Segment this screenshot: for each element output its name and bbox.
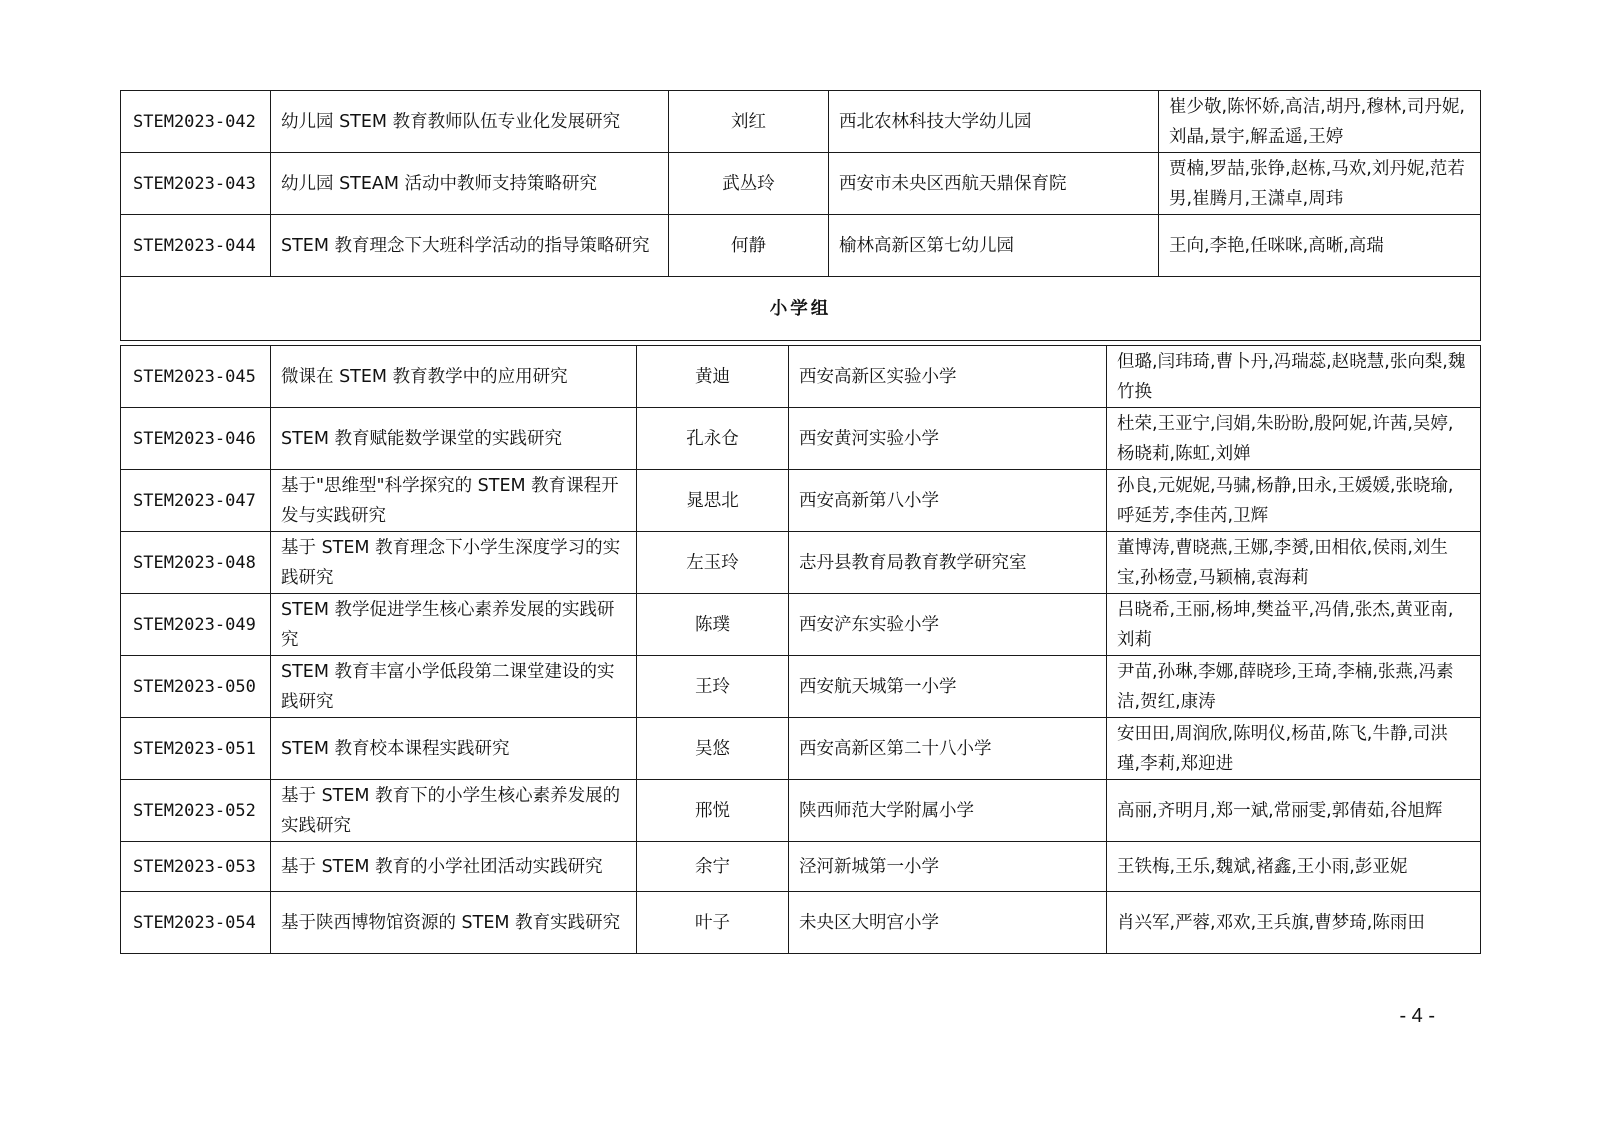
project-title: 基于 STEM 教育理念下小学生深度学习的实践研究 xyxy=(271,532,637,594)
project-code: STEM2023-053 xyxy=(121,842,271,892)
project-title: STEM 教育赋能数学课堂的实践研究 xyxy=(271,408,637,470)
project-code: STEM2023-049 xyxy=(121,594,271,656)
project-members: 崔少敬,陈怀娇,高洁,胡丹,穆林,司丹妮,刘晶,景宇,解孟遥,王婷 xyxy=(1159,91,1481,153)
project-members: 高丽,齐明月,郑一斌,常丽雯,郭倩茹,谷旭辉 xyxy=(1107,780,1481,842)
project-members: 尹苗,孙琳,李娜,薛晓珍,王琦,李楠,张燕,冯素洁,贺红,康涛 xyxy=(1107,656,1481,718)
project-code: STEM2023-048 xyxy=(121,532,271,594)
project-organization: 西北农林科技大学幼儿园 xyxy=(829,91,1159,153)
project-leader: 晁思北 xyxy=(637,470,789,532)
project-title: 基于陕西博物馆资源的 STEM 教育实践研究 xyxy=(271,892,637,954)
project-organization: 西安黄河实验小学 xyxy=(789,408,1107,470)
project-members: 董博涛,曹晓燕,王娜,李赟,田相依,侯雨,刘生宝,孙杨壹,马颖楠,袁海莉 xyxy=(1107,532,1481,594)
table-row xyxy=(121,91,1481,153)
project-organization: 西安高新区实验小学 xyxy=(789,346,1107,408)
project-members: 安田田,周润欣,陈明仪,杨苗,陈飞,牛静,司洪瑾,李莉,郑迎进 xyxy=(1107,718,1481,780)
project-leader: 王玲 xyxy=(637,656,789,718)
project-members: 王铁梅,王乐,魏斌,褚鑫,王小雨,彭亚妮 xyxy=(1107,842,1481,892)
project-title: 幼儿园 STEAM 活动中教师支持策略研究 xyxy=(271,153,669,215)
group-title: 小学组 xyxy=(121,277,1481,341)
project-code: STEM2023-043 xyxy=(121,153,271,215)
table-row xyxy=(121,470,1481,532)
table-row xyxy=(121,718,1481,780)
project-leader: 吴悠 xyxy=(637,718,789,780)
project-title: STEM 教育理念下大班科学活动的指导策略研究 xyxy=(271,215,669,277)
project-title: 基于 STEM 教育的小学社团活动实践研究 xyxy=(271,842,637,892)
project-leader: 陈璞 xyxy=(637,594,789,656)
project-members: 吕晓希,王丽,杨坤,樊益平,冯倩,张杰,黄亚南,刘莉 xyxy=(1107,594,1481,656)
project-title: 基于"思维型"科学探究的 STEM 教育课程开发与实践研究 xyxy=(271,470,637,532)
project-code: STEM2023-052 xyxy=(121,780,271,842)
project-leader: 黄迪 xyxy=(637,346,789,408)
table-row xyxy=(121,842,1481,892)
project-title: 幼儿园 STEM 教育教师队伍专业化发展研究 xyxy=(271,91,669,153)
project-title: STEM 教育校本课程实践研究 xyxy=(271,718,637,780)
project-leader: 刘红 xyxy=(669,91,829,153)
project-leader: 叶子 xyxy=(637,892,789,954)
project-leader: 何静 xyxy=(669,215,829,277)
project-members: 杜荣,王亚宁,闫娟,朱盼盼,殷阿妮,许茜,吴婷,杨晓莉,陈虹,刘婵 xyxy=(1107,408,1481,470)
project-code: STEM2023-050 xyxy=(121,656,271,718)
project-code: STEM2023-042 xyxy=(121,91,271,153)
project-title: 微课在 STEM 教育教学中的应用研究 xyxy=(271,346,637,408)
table-row xyxy=(121,594,1481,656)
project-code: STEM2023-047 xyxy=(121,470,271,532)
project-leader: 左玉玲 xyxy=(637,532,789,594)
project-title: 基于 STEM 教育下的小学生核心素养发展的实践研究 xyxy=(271,780,637,842)
project-code: STEM2023-054 xyxy=(121,892,271,954)
project-organization: 泾河新城第一小学 xyxy=(789,842,1107,892)
table-row xyxy=(121,656,1481,718)
project-members: 贾楠,罗喆,张铮,赵栋,马欢,刘丹妮,范若男,崔腾月,王潇卓,周玮 xyxy=(1159,153,1481,215)
project-leader: 余宁 xyxy=(637,842,789,892)
project-organization: 西安高新第八小学 xyxy=(789,470,1107,532)
project-organization: 西安浐东实验小学 xyxy=(789,594,1107,656)
project-title: STEM 教育丰富小学低段第二课堂建设的实践研究 xyxy=(271,656,637,718)
table-row xyxy=(121,215,1481,277)
project-organization: 榆林高新区第七幼儿园 xyxy=(829,215,1159,277)
project-leader: 孔永仓 xyxy=(637,408,789,470)
project-members: 孙良,元妮妮,马骕,杨静,田永,王媛媛,张晓瑜,呼延芳,李佳芮,卫辉 xyxy=(1107,470,1481,532)
table-row xyxy=(121,892,1481,954)
project-code: STEM2023-044 xyxy=(121,215,271,277)
table-row xyxy=(121,346,1481,408)
table-row xyxy=(121,532,1481,594)
preschool-table xyxy=(120,90,1481,341)
project-organization: 西安航天城第一小学 xyxy=(789,656,1107,718)
page-number: - 4 - xyxy=(1399,1005,1435,1027)
table-row xyxy=(121,408,1481,470)
table-row xyxy=(121,780,1481,842)
project-code: STEM2023-045 xyxy=(121,346,271,408)
project-organization: 陕西师范大学附属小学 xyxy=(789,780,1107,842)
project-members: 王向,李艳,任咪咪,高晰,高瑞 xyxy=(1159,215,1481,277)
project-code: STEM2023-046 xyxy=(121,408,271,470)
project-organization: 西安高新区第二十八小学 xyxy=(789,718,1107,780)
project-organization: 志丹县教育局教育教学研究室 xyxy=(789,532,1107,594)
project-members: 但璐,闫玮琦,曹卜丹,冯瑞蕊,赵晓慧,张向梨,魏竹换 xyxy=(1107,346,1481,408)
project-title: STEM 教学促进学生核心素养发展的实践研究 xyxy=(271,594,637,656)
primary-table xyxy=(120,345,1481,954)
project-leader: 武丛玲 xyxy=(669,153,829,215)
table-row xyxy=(121,153,1481,215)
project-leader: 邢悦 xyxy=(637,780,789,842)
project-organization: 西安市未央区西航天鼎保育院 xyxy=(829,153,1159,215)
project-members: 肖兴军,严蓉,邓欢,王兵旗,曹梦琦,陈雨田 xyxy=(1107,892,1481,954)
project-code: STEM2023-051 xyxy=(121,718,271,780)
project-organization: 未央区大明宫小学 xyxy=(789,892,1107,954)
